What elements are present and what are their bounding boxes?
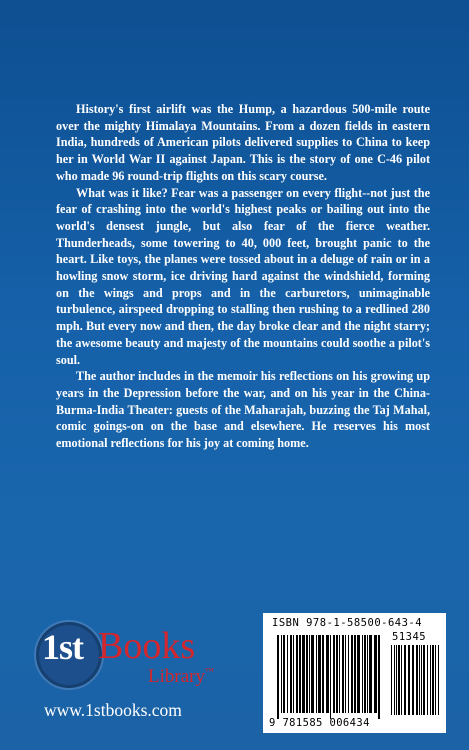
barcode-bar [330,635,331,719]
barcode-addon-bar [432,645,434,715]
barcode-bar [336,635,338,713]
barcode-bar [299,635,301,713]
barcode-addon-bar [412,645,414,715]
logo-library-text [148,666,214,688]
logo-library-word: Library [148,666,205,687]
barcode-bar [351,635,353,713]
barcode-bar [339,635,340,713]
barcode-bar [333,635,335,713]
barcode-bar [326,635,329,713]
trademark-symbol: ™ [204,666,214,676]
barcode-bar [281,635,282,713]
barcode-bar [322,635,324,713]
logo-first-text: 1st [42,627,83,667]
back-cover-blurb [56,101,430,452]
barcode-bar [302,635,305,713]
barcode-addon-bar [396,645,397,715]
blurb-paragraph-3: The author includes in the memoir his reflections on his growing up years in the Depression before the war, and on his year in the China-Burma-India Theater: guests of the Maharajah, buzzing the Taj Mahal, comic goings-on on the base and elsewhere. He reserves his most emotional reflections for his joy at coming home. [56,369,430,451]
barcode-bar [364,635,366,713]
barcode-bar [367,635,368,713]
barcode-bar [283,635,285,713]
barcode-addon-bar [394,645,395,715]
publisher-url: www.1stbooks.com [44,700,182,720]
publisher-logo [34,612,234,692]
barcode-bar [362,635,363,713]
barcode-addon-bar [416,645,418,715]
logo-circle [34,620,104,690]
barcode-bar [311,635,314,713]
barcode-addon-bar [421,645,422,715]
barcode-bars [263,613,446,733]
barcode-bar [309,635,310,713]
barcode-bar [287,635,288,713]
barcode-bar [378,635,380,719]
barcode-bar [345,635,346,713]
barcode-addon-bar [408,645,410,715]
barcode-bar [369,635,372,713]
barcode-addon-bar [435,645,436,715]
barcode-bar [318,635,321,713]
barcode-addon-bar [398,645,400,715]
barcode-digits: 9 781585 006434 [269,717,370,729]
barcode-addon-bar [423,645,425,715]
isbn-barcode [263,613,446,733]
barcode-addon-bar [401,645,402,715]
barcode-addon-bar [430,645,431,715]
barcode-addon-bar [391,645,392,715]
barcode-bar [357,635,360,713]
isbn-label: ISBN 978-1-58500-643-4 [272,617,423,629]
barcode-bar [277,635,279,719]
price-code: 51345 [392,631,427,643]
barcode-bar [354,635,356,713]
barcode-bar [342,635,344,713]
barcode-addon-bar [427,645,428,715]
barcode-addon-bar [404,645,406,715]
barcode-bar [296,635,298,713]
logo-books-text: Books [98,625,196,667]
blurb-paragraph-1: History's first airlift was the Hump, a hazardous 500-mile route over the mighty Himalaya Mountains. From a dozen fields in eastern India, hundreds of American pilots delivered supplies to China to keep her in World War II against Japan. This is the story of one C-46 pilot who made 96 round-trip flights on this scary course. [56,102,430,183]
barcode-bar [293,635,294,713]
barcode-bar [290,635,292,713]
barcode-bar [306,635,308,713]
barcode-addon-bar [438,645,439,715]
barcode-bar [374,635,377,713]
barcode-bar [316,635,317,713]
barcode-bar [348,635,349,713]
barcode-addon-bar [419,645,420,715]
blurb-paragraph-2: What was it like? Fear was a passenger on every flight--not just the fear of crashing into the world's highest peaks or bailing out into the world's densest jungle, but also fear of the fierce weather. Thunderheads, some towering to 40, 000 feet, brought panic to the heart. Like toys, the planes were tossed about in a deluge of rain or in a howling snow storm, ice driving hard against the windshield, forming on the wings and props and in the carburetors, unimaginable turbulence, airspeed dropping to stalling then rushing to a redlined 280 mph. But every now and then, the day broke clear and the night starry; the awesome beauty and majesty of the mountains could soothe a pilot's soul. [56,185,430,367]
